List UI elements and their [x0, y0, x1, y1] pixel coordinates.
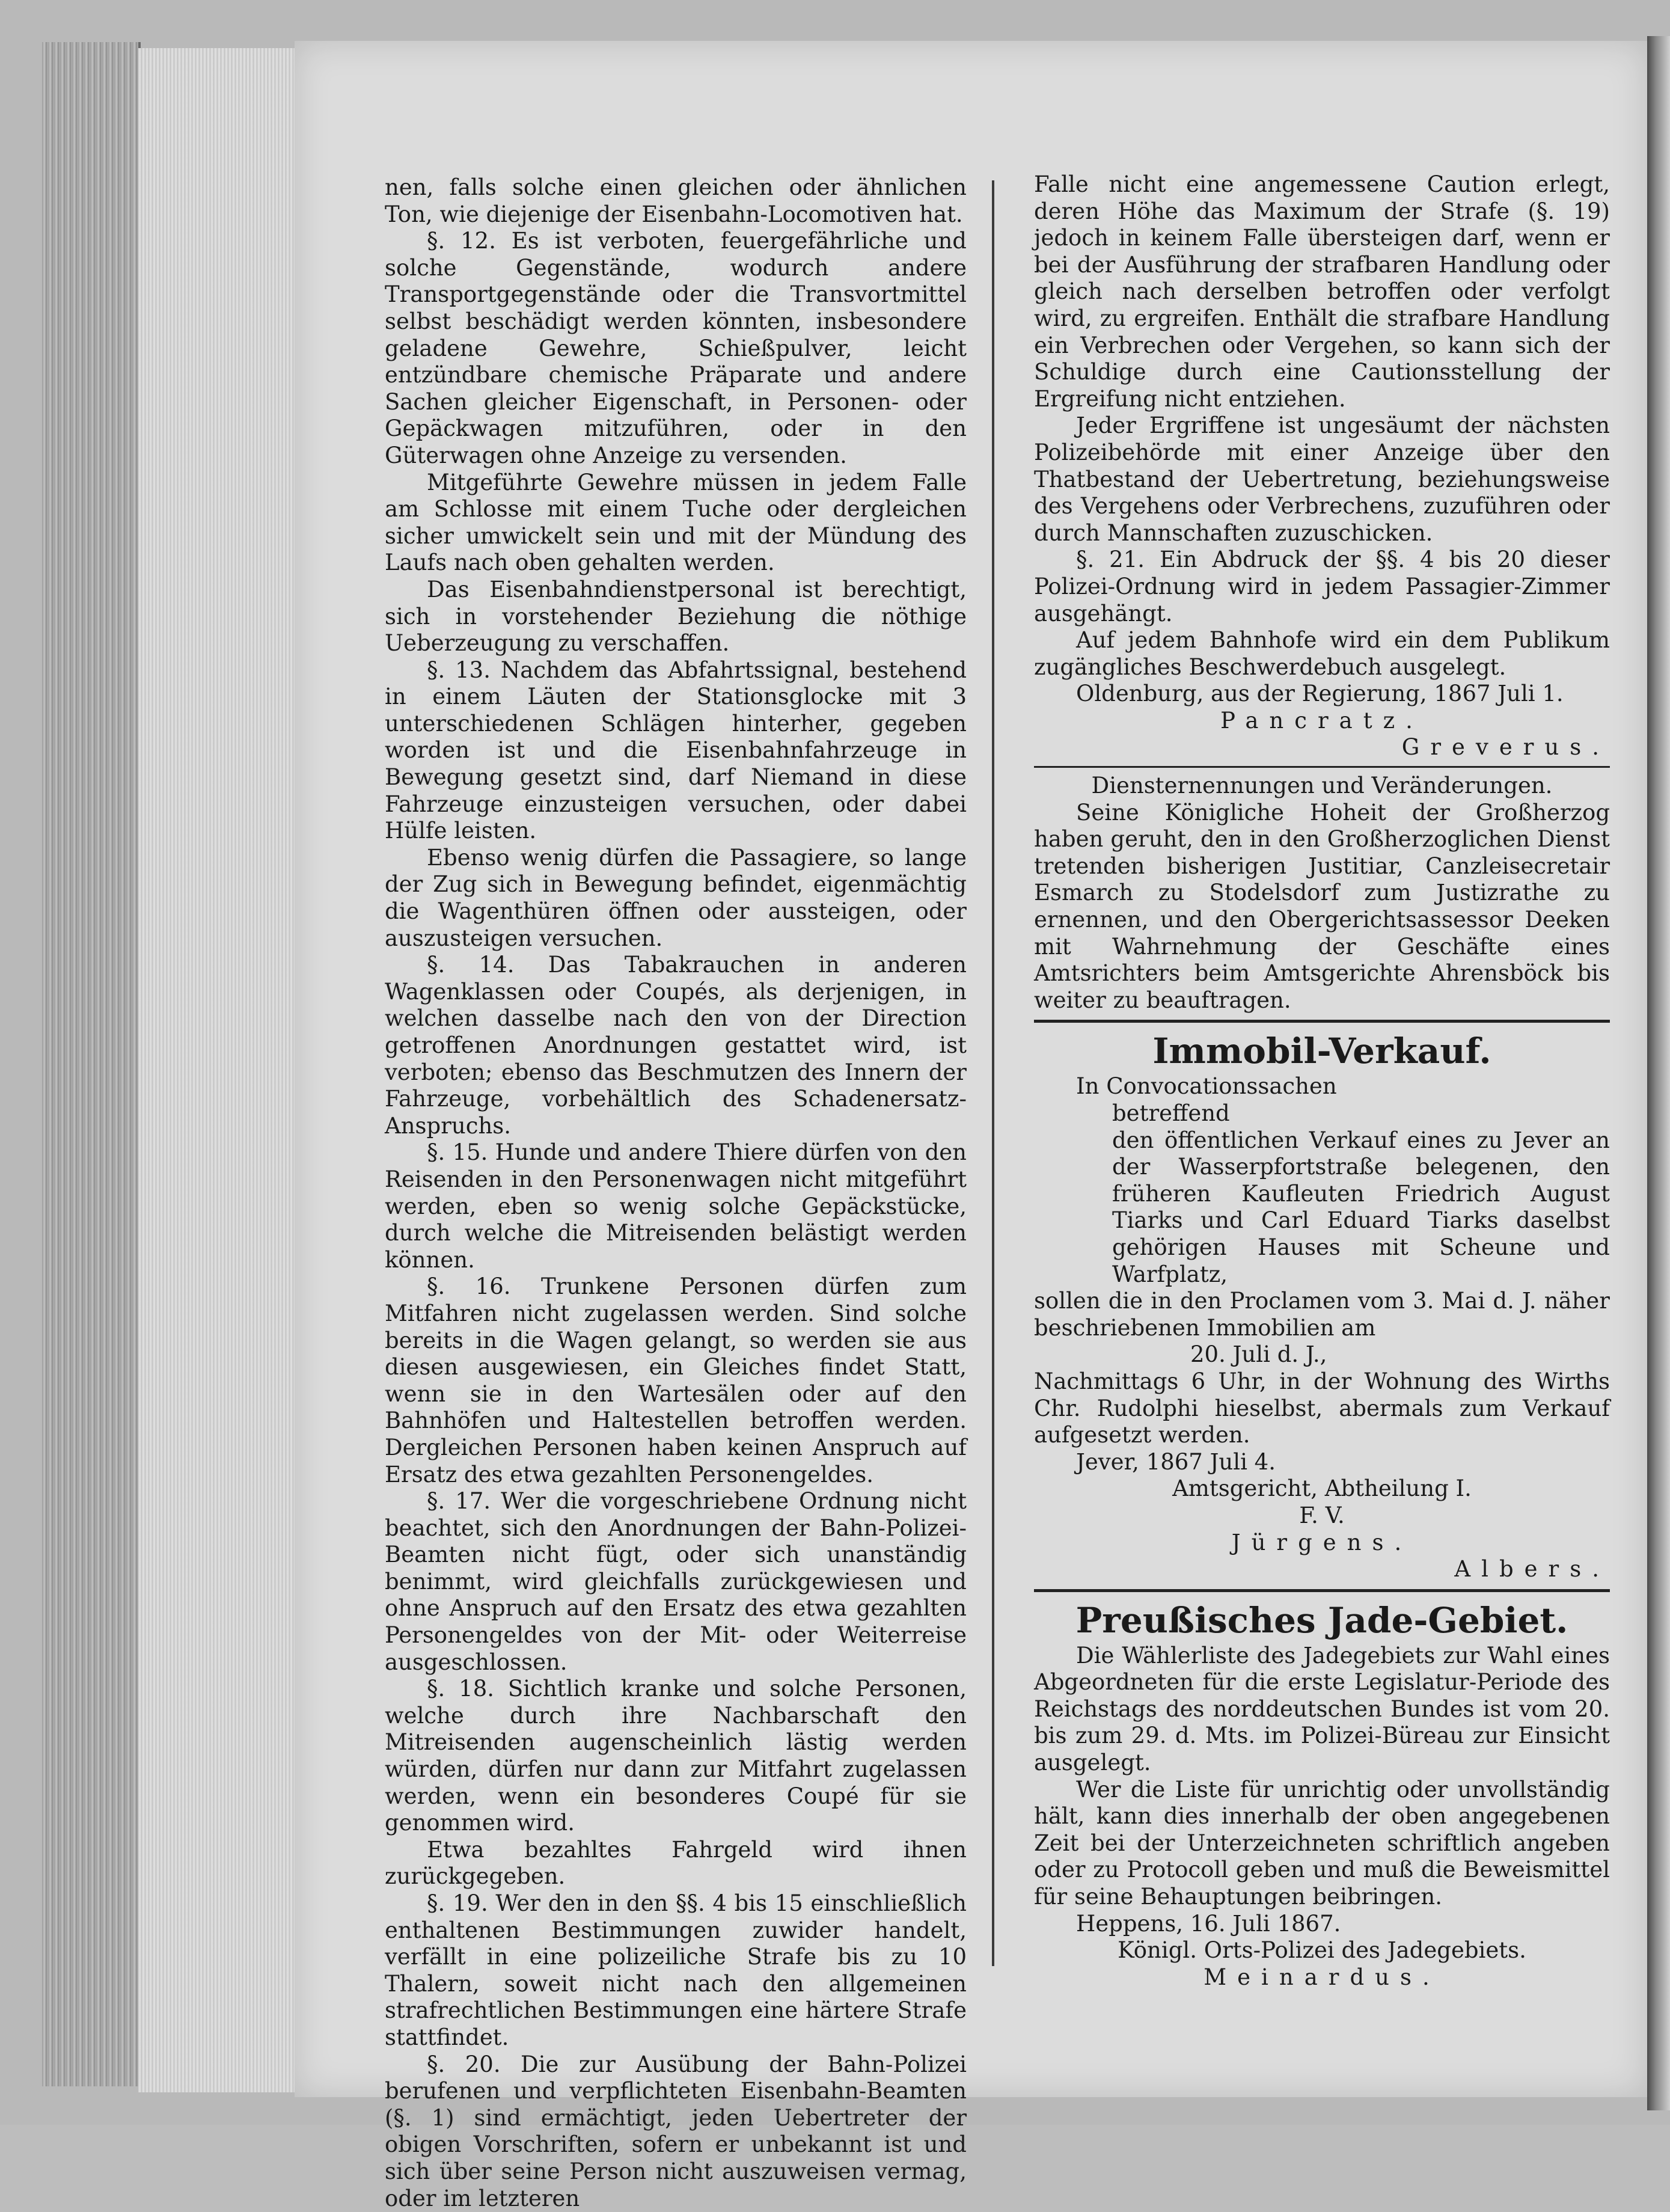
paragraph-section-14: §. 14. Das Tabakrauchen in anderen Wagenklassen oder Coupés, als derjenigen, in welchen dasselbe nach den von der Direction getroffenen Anordnungen gestattet wird, ist verboten; ebenso das Beschmutzen des Innern der Fahrzeuge, vorbehältlich des Schadenersatz-Anspruchs.: [385, 952, 967, 1139]
place-date: Heppens, 16. Juli 1867.: [1076, 1910, 1341, 1937]
court-name: Amtsgericht, Abtheilung I.: [1172, 1475, 1472, 1502]
signature: Albers.: [1454, 1556, 1610, 1582]
paragraph: Jeder Ergriffene ist ungesäumt der nächsten Polizeibehörde mit einer Anzeige über den Thatbestand der Uebertretung, beziehungsweise des Vergehens oder Verbrechens, zuzuführen oder durch Mannschaften zuzuschicken.: [1034, 412, 1610, 546]
divider: [1034, 766, 1610, 768]
signature: Jürgens.: [1231, 1529, 1413, 1555]
right-column: [1034, 171, 1610, 1991]
signature: Pancratz.: [1220, 707, 1424, 734]
paragraph-section-13: §. 13. Nachdem das Abfahrtssignal, bestehend in einem Läuten der Stationsglocke mit 3 unterschiedenen Schlägen hinterher, gegeben worden ist und die Eisenbahnfahrzeuge in Bewegung gesetzt sind, darf Niemand in diese Fahrzeuge einzusteigen versuchen, oder dabei Hülfe leisten.: [385, 657, 967, 844]
page-stack-edges: [138, 48, 301, 2092]
paragraph: den öffentlichen Verkauf eines zu Jever an der Wasserpfortstraße belegenen, den früheren Kaufleuten Friedrich August Tiarks und Carl Eduard Tiarks daselbst gehörigen Hauses mit Scheune und Warfplatz,: [1112, 1127, 1610, 1287]
paragraph: nen, falls solche einen gleichen oder ähnlichen Ton, wie diejenige der Eisenbahn-Locomotiven hat.: [385, 174, 967, 227]
binding-shadow: [1647, 36, 1670, 2110]
paragraph: Auf jedem Bahnhofe wird ein dem Publikum zugängliches Beschwerdebuch ausgelegt.: [1034, 627, 1610, 680]
book-spine: [42, 42, 141, 2086]
section-title: Diensternennungen und Veränderungen.: [1091, 773, 1553, 799]
paragraph-section-20: §. 20. Die zur Ausübung der Bahn-Polizei berufenen und verpflichteten Eisenbahn-Beamten (§. 1) sind ermächtigt, jeden Uebertreter der obigen Vorschriften, sofern er unbekannt ist und sich über seine Person nicht auszuweisen vermag, oder im letzteren: [385, 2051, 967, 2211]
paragraph-section-17: §. 17. Wer die vorgeschriebene Ordnung nicht beachtet, sich den Anordnungen der Bahn-Polizei-Beamten nicht fügt, oder sich unanständig benimmt, wird gleichfalls zurückgewiesen und ohne Anspruch auf den Ersatz des etwa gezahlten Personengeldes von der Mit- oder Weiterreise ausgeschlossen.: [385, 1488, 967, 1675]
paragraph: Etwa bezahltes Fahrgeld wird ihnen zurückgegeben.: [385, 1836, 967, 1890]
paragraph: Mitgeführte Gewehre müssen in jedem Falle am Schlosse mit einem Tuche oder dergleichen sicher umwickelt sein und mit der Mündung des Laufs nach oben gehalten werden.: [385, 469, 967, 576]
heading-immobil: Immobil-Verkauf.: [1152, 1031, 1491, 1072]
divider: [1034, 1589, 1610, 1592]
signature: Greverus.: [1401, 734, 1610, 761]
paragraph-section-16: §. 16. Trunkene Personen dürfen zum Mitfahren nicht zugelassen werden. Sind solche bereits in die Wagen gelangt, so werden sie aus diesen ausgewiesen, ein Gleiches findet Statt, wenn sie in den Wartesälen oder auf den Bahnhöfen und Haltestellen betroffen werden. Dergleichen Personen haben keinen Anspruch auf Ersatz des etwa gezahlten Personengeldes.: [385, 1273, 967, 1487]
paragraph-section-19: §. 19. Wer den in den §§. 4 bis 15 einschließlich enthaltenen Bestimmungen zuwider handelt, verfällt in eine polizeiliche Strafe bis zu 10 Thalern, soweit nicht nach den allgemeinen strafrechtlichen Bestimmungen eine härtere Strafe stattfindet.: [385, 1890, 967, 2050]
auction-date: 20. Juli d. J.,: [1190, 1341, 1327, 1368]
fv-line: F. V.: [1299, 1502, 1345, 1528]
paragraph-section-12: §. 12. Es ist verboten, feuergefährliche und solche Gegenstände, wodurch andere Transportgegenstände oder die Transvortmittel selbst beschädigt werden könnten, insbesondere geladene Gewehre, Schießpulver, leicht entzündbare chemische Präparate und andere Sachen gleicher Eigenschaft, in Personen- oder Gepäckwagen mitzuführen, oder in den Güterwagen ohne Anzeige zu versenden.: [385, 228, 967, 468]
paragraph: Ebenso wenig dürfen die Passagiere, so lange der Zug sich in Bewegung befindet, eigenmächtig die Wagenthüren öffnen oder aussteigen, oder auszusteigen versuchen.: [385, 844, 967, 951]
heading-jade: Preußisches Jade-Gebiet.: [1075, 1599, 1568, 1641]
column-divider: [992, 180, 994, 1966]
place-date: Oldenburg, aus der Regierung, 1867 Juli 1.: [1076, 681, 1564, 707]
paragraph: Die Wählerliste des Jadegebiets zur Wahl eines Abgeordneten für die erste Legislatur-Periode des Reichstags des norddeutschen Bundes ist vom 20. bis zum 29. d. Mts. im Polizei-Büreau zur Einsicht ausgelegt.: [1034, 1642, 1610, 1776]
paragraph: Seine Königliche Hoheit der Großherzog haben geruht, den in den Großherzoglichen Dienst tretenden bisherigen Justitiar, Canzleisecretair Esmarch zu Stodelsdorf zum Justizrathe zu ernennen, und den Obergerichtsassessor Deeken mit Wahrnehmung der Geschäfte eines Amtsrichters beim Amtsgerichte Ahrensböck bis weiter zu beauftragen.: [1034, 799, 1610, 1013]
place-date: Jever, 1867 Juli 4.: [1076, 1448, 1276, 1475]
paragraph: Falle nicht eine angemessene Caution erlegt, deren Höhe das Maximum der Strafe (§. 19) jedoch in keinem Falle übersteigen darf, wenn er bei der Ausführung der strafbaren Handlung oder gleich nach derselben betroffen oder verfolgt wird, zu ergreifen. Enthält die strafbare Handlung ein Verbrechen oder Vergehen, so kann sich der Schuldige durch eine Cautionsstellung der Ergreifung nicht entziehen.: [1034, 171, 1610, 412]
paragraph: Wer die Liste für unrichtig oder unvollständig hält, kann dies innerhalb der oben angegebenen Zeit bei der Unterzeichneten schriftlich angeben oder zu Protocoll geben und muß die Beweismittel für seine Behauptungen beibringen.: [1034, 1776, 1610, 1910]
authority: Königl. Orts-Polizei des Jadegebiets.: [1118, 1937, 1526, 1964]
divider: [1034, 1020, 1610, 1023]
paragraph: Nachmittags 6 Uhr, in der Wohnung des Wirths Chr. Rudolphi hieselbst, abermals zum Verkauf aufgesetzt werden.: [1034, 1368, 1610, 1448]
text-line: betreffend: [1112, 1100, 1230, 1126]
left-column: [385, 174, 967, 2212]
paragraph: Das Eisenbahndienstpersonal ist berechtigt, sich in vorstehender Beziehung die nöthige Ueberzeugung zu verschaffen.: [385, 576, 967, 657]
paragraph-section-21: §. 21. Ein Abdruck der §§. 4 bis 20 dieser Polizei-Ordnung wird in jedem Passagier-Zimmer ausgehängt.: [1034, 547, 1610, 627]
paragraph-section-15: §. 15. Hunde und andere Thiere dürfen von den Reisenden in den Personenwagen nicht mitgeführt werden, eben so wenig solche Gepäckstücke, durch welche die Mitreisenden belästigt werden können.: [385, 1139, 967, 1273]
text-line: In Convocationssachen: [1076, 1073, 1337, 1100]
signature: Meinardus.: [1204, 1964, 1440, 1990]
paragraph-section-18: §. 18. Sichtlich kranke und solche Personen, welche durch ihre Nachbarschaft den Mitreisenden augenscheinlich lästig werden würden, dürfen nur dann zur Mitfahrt zugelassen werden, wenn ein besonderes Coupé für sie genommen wird.: [385, 1676, 967, 1836]
paragraph: sollen die in den Proclamen vom 3. Mai d. J. näher beschriebenen Immobilien am: [1034, 1288, 1610, 1341]
